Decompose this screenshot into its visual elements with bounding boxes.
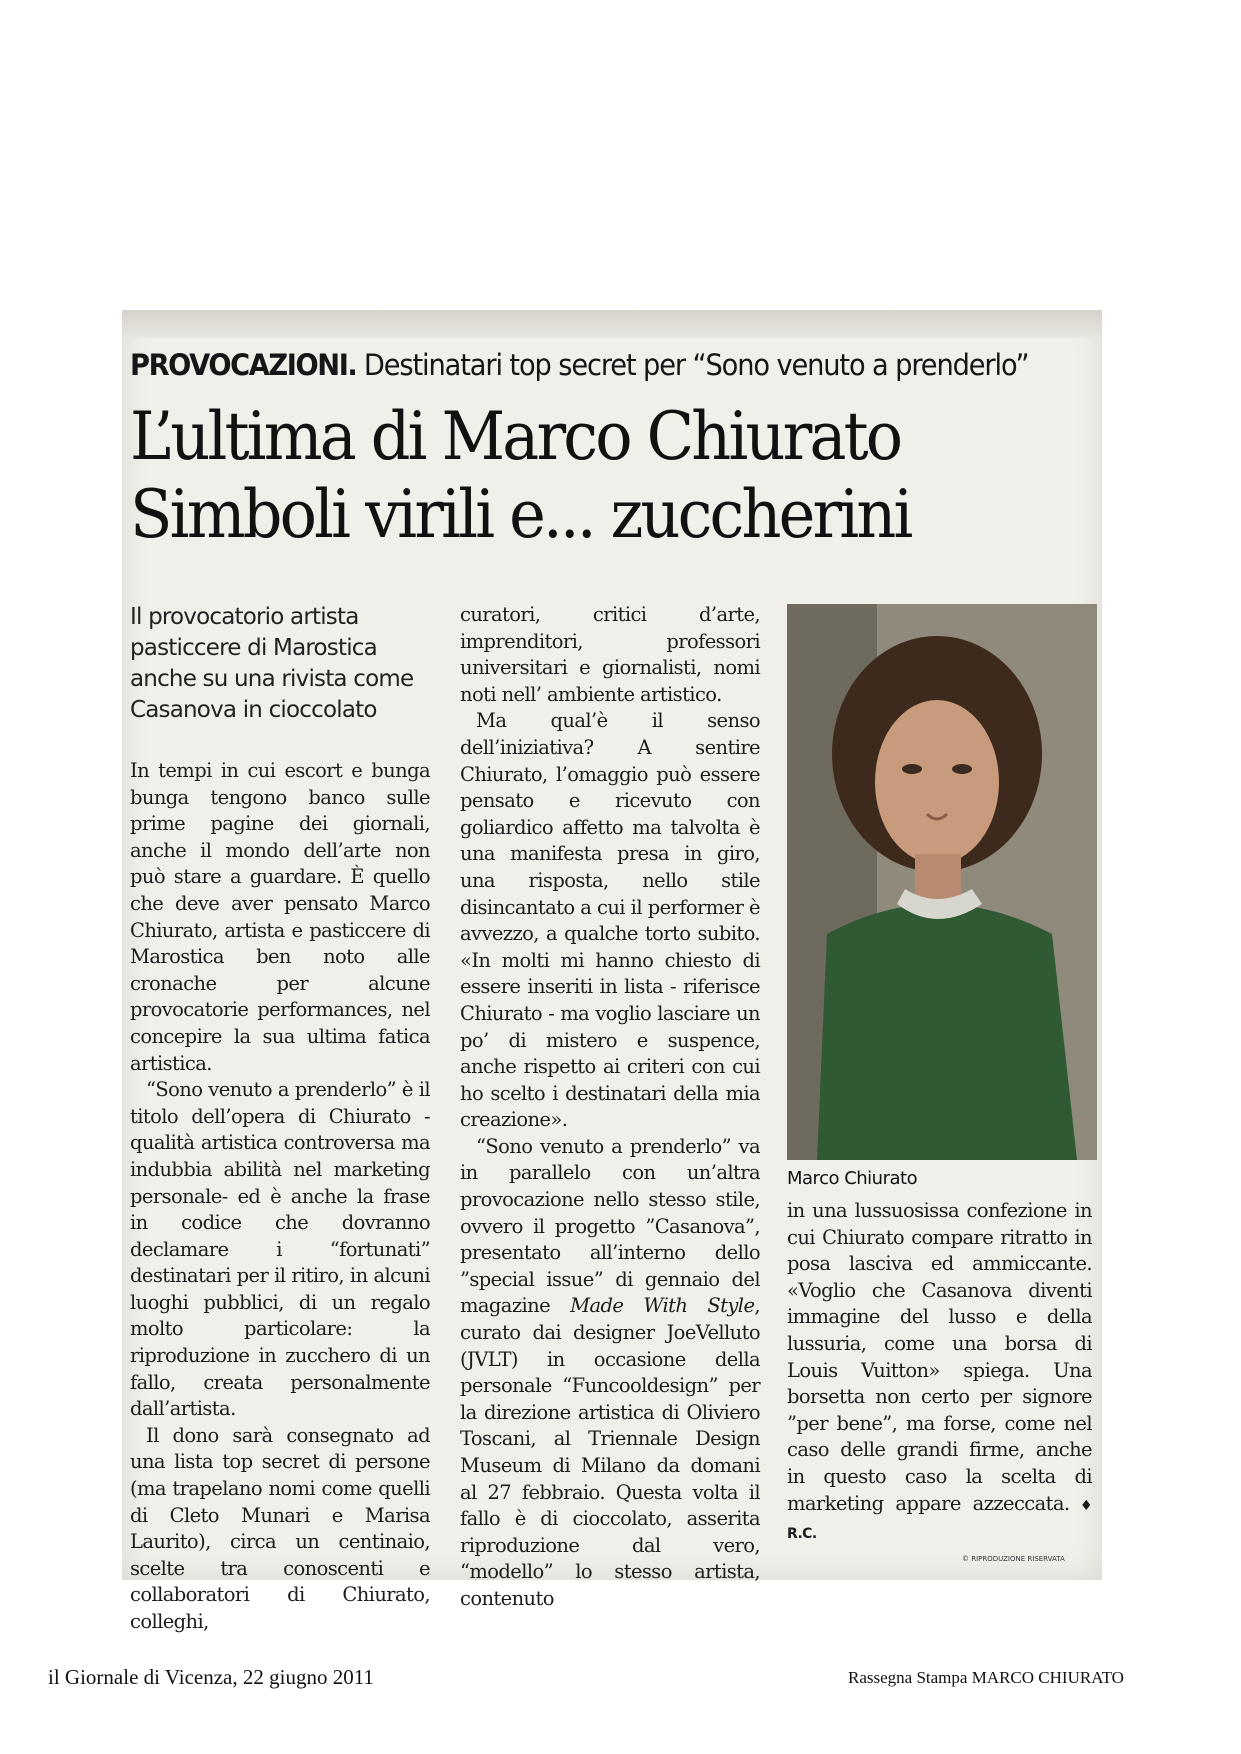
photo-caption: Marco Chiurato [787,1168,918,1189]
magazine-title: Made With Style [570,1294,755,1318]
headline-line-1: L’ultima di Marco Chiurato [130,398,901,475]
article-column-2 [460,602,760,1613]
portrait-photo [787,604,1097,1160]
press-review-label: Rassegna Stampa MARCO CHIURATO [848,1668,1124,1687]
clipping-top-strip [122,310,1102,338]
paragraph-part: , curato dai designer JoeVelluto (JVLT) in occasione della personale “Funcooldesign” per la direzione artistica di Oliviero Toscani, al Triennale Design Museum di Milano da domani al 27 febbraio. Questa volta il fallo è di cioccolato, asserita riproduzione dal vero, “modello” lo stesso artista, contenuto [460,1294,760,1610]
article-column-3 [787,1198,1092,1548]
paragraph: Ma qual’è il senso dell’iniziativa? A sentire Chiurato, l’omaggio può essere pensato e ricevuto con goliardico affetto ma talvolta è una manifesta presa in giro, una risposta, nello stile disincantato a cui il performer è avvezzo, a qualche torto subito. «In molti mi hanno chiesto di essere inseriti in lista - riferisce Chiurato - ma voglio lasciare un po’ di mistero e suspence, anche rispetto ai criteri con cui ho scelto i destinatari della mia creazione». [460,709,760,1132]
paragraph-part: “Sono venuto a prenderlo” va in parallelo con un’altra provocazione nello stesso stile, ovvero il progetto ”Casanova”, presentato all’interno dello ”special issue” di gennaio del magazine [460,1134,760,1318]
paragraph: In tempi in cui escort e bunga bunga tengono banco sulle prime pagine dei giornali, anche il mondo dell’arte non può stare a guardare. È quello che deve aver pensato Marco Chiurato, artista e pasticcere di Marostica ben noto alle cronache per alcune provocatorie performances, nel concepire la sua ultima fatica artistica. [130,759,430,1075]
paragraph [460,1134,760,1613]
newspaper-clipping [122,310,1102,1633]
paragraph: Il dono sarà consegnato ad una lista top secret di persone (ma trapelano nomi come quelli di Cleto Munari e Marisa Laurito), circa un centinaio, scelte tra conoscenti e collaboratori di Chiurato, colleghi, [130,1423,430,1633]
copyright-notice: © RIPRODUZIONE RISERVATA [962,1555,1065,1563]
paragraph: curatori, critici d’arte, imprenditori, professori universitari e giornalisti, nomi noti nell’ ambiente artistico. [460,603,760,706]
paragraph [787,1198,1092,1548]
portrait-illustration [787,604,1097,1160]
author-signature: ♦ R.C. [787,1497,1092,1543]
article-kicker [130,348,1037,382]
source-citation: il Giornale di Vicenza, 22 giugno 2011 [48,1665,374,1689]
kicker-label: PROVOCAZIONI. [130,348,357,382]
headline-line-2: Simboli virili e... zuccherini [130,476,911,553]
article-column-1 [130,758,430,1636]
paragraph-part: in una lussuosissa confezione in cui Chiurato compare ritratto in posa lasciva ed ammiccante. «Voglio che Casanova diventi immagine del lusso e della lussuria, come una borsa di Louis Vuitton» spiega. Una borsetta non certo per signore ”per bene”, ma forse, come nel caso delle grandi firme, anche in questo caso la scelta di marketing appare azzeccata. [787,1199,1092,1515]
article-headline [130,398,1032,554]
article-deck: Il provocatorio artista pasticcere di Marostica anche su una rivista come Casanova in cioccolato [130,604,414,723]
kicker-text: Destinatari top secret per “Sono venuto a prenderlo” [356,348,1029,382]
paragraph: “Sono venuto a prenderlo” è il titolo dell’opera di Chiurato - qualità artistica controversa ma indubbia abilità nel marketing personale- ed è anche la frase in codice che dovranno declamare i “fortunati” destinatari per il ritiro, in alcuni luoghi pubblici, di un regalo molto particolare: la riproduzione in zucchero di un fallo, creata personalmente dall’artista. [130,1078,430,1421]
